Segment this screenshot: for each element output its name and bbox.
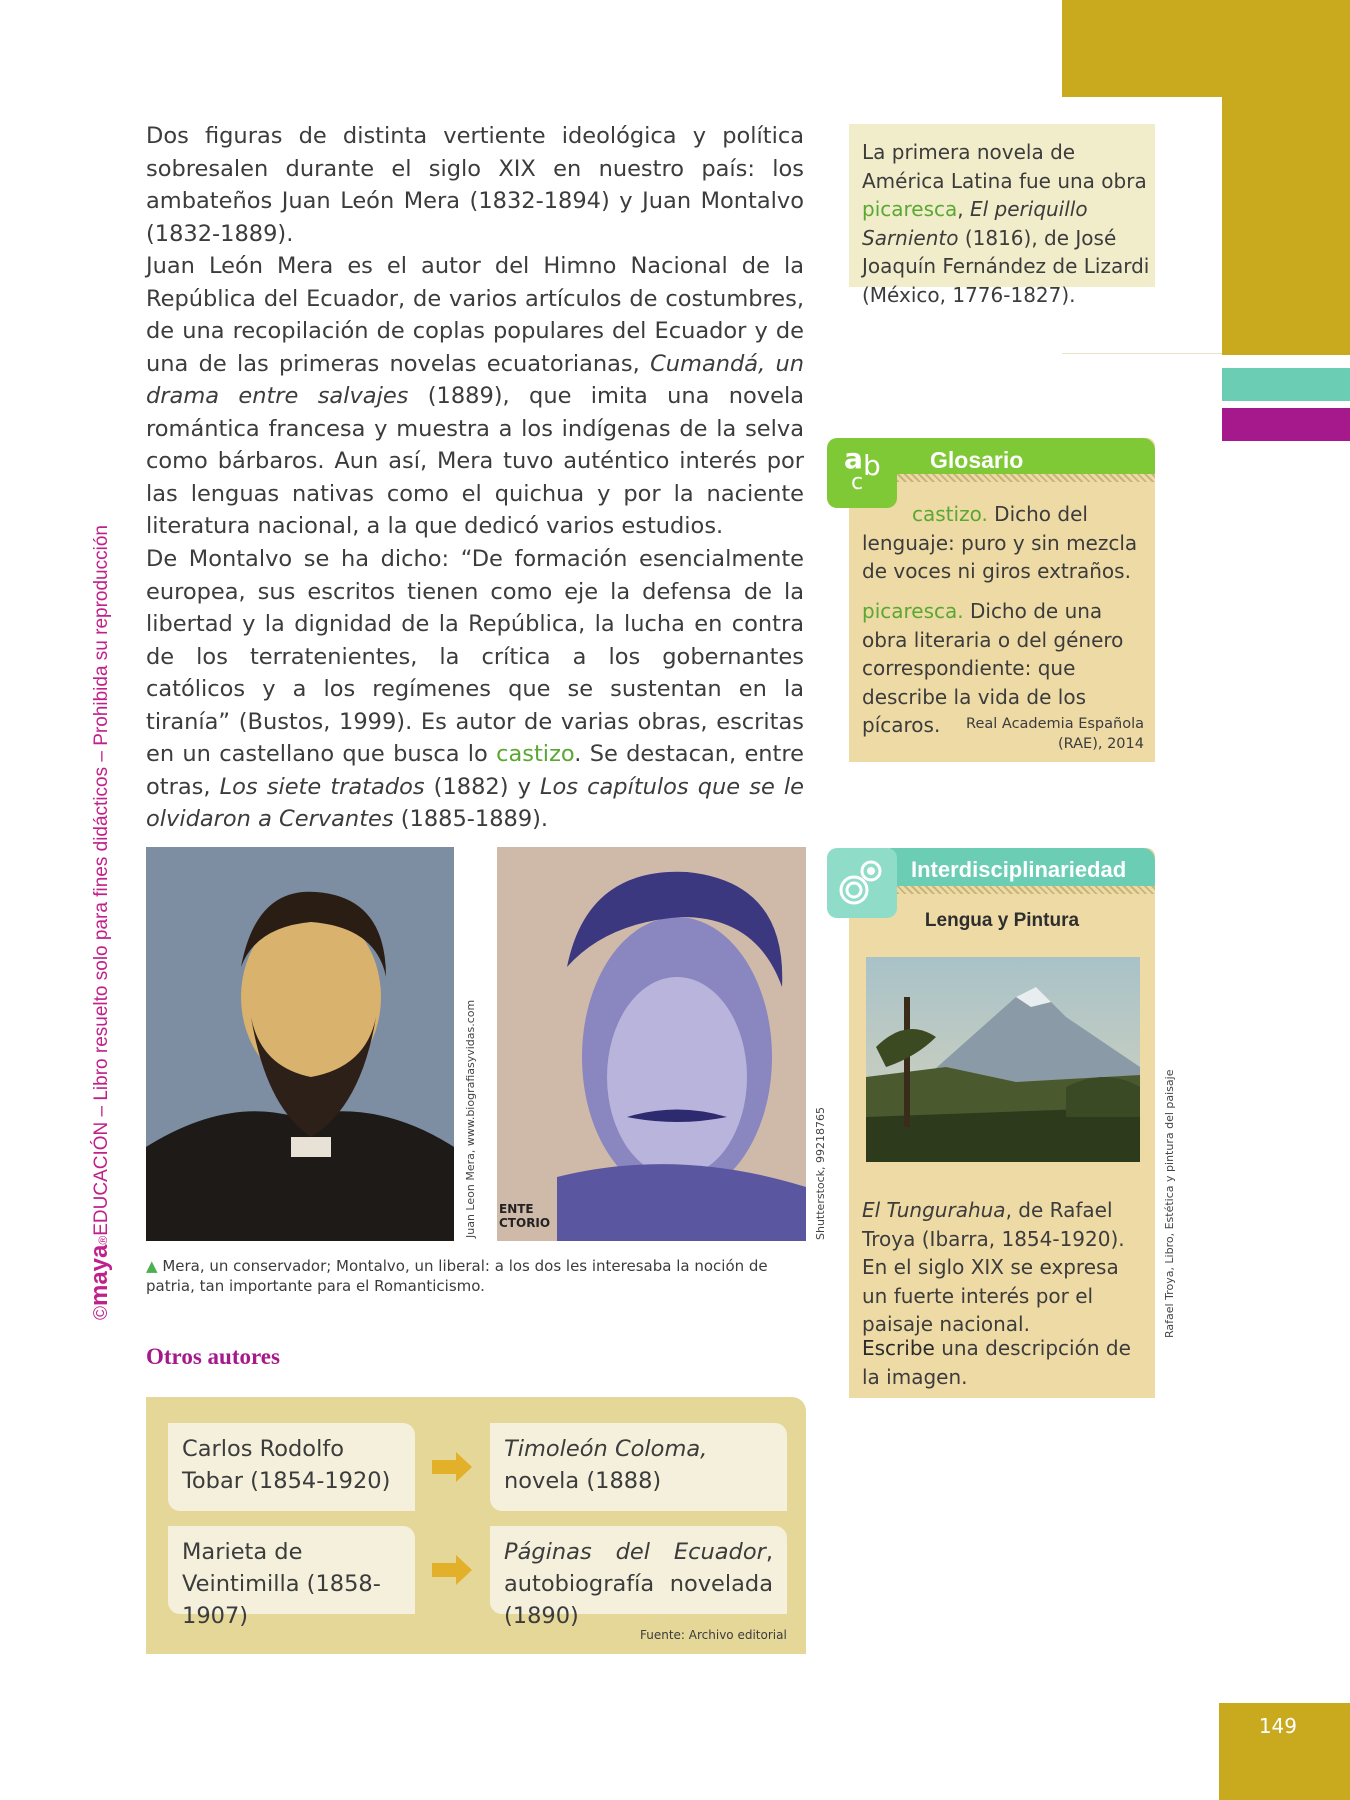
glossary-link-castizo[interactable]: castizo bbox=[496, 741, 575, 767]
glossary-source: Real Academia Española (RAE), 2014 bbox=[966, 716, 1144, 752]
paragraph-intro: Dos figuras de distinta vertiente ideológica y política sobresalen durante el siglo XIX en nuestro país: los ambateños Juan León Mera (1832-1894) y Juan Montalvo (1832-1889). bbox=[146, 123, 804, 247]
interdisciplinary-subtitle: Lengua y Pintura bbox=[924, 910, 1080, 931]
brand-logo: maya bbox=[86, 1244, 113, 1306]
arrow-right-icon bbox=[432, 1555, 472, 1585]
work-card-paginas: Páginas del Ecuador, autobiografía novelada (1890) bbox=[490, 1526, 787, 1614]
other-authors-title: Otros autores bbox=[146, 1344, 280, 1369]
page-number: 149 bbox=[1258, 1714, 1297, 1738]
other-authors-source: Fuente: Archivo editorial bbox=[640, 1628, 787, 1642]
triangle-icon: ▲ bbox=[146, 1257, 158, 1275]
work-card-timoleon: Timoleón Coloma, novela (1888) bbox=[490, 1423, 787, 1511]
side-note-text: La primera novela de América Latina fue una obra picaresca, El periquillo Sarniento (1816), de José Joaquín Fernández de Lizardi (México, 1776-1827). bbox=[862, 140, 1150, 307]
tungurahua-painting bbox=[866, 957, 1140, 1162]
portrait-montalvo-banknote bbox=[497, 847, 806, 1241]
interdisciplinary-title: Interdisciplinariedad bbox=[911, 857, 1127, 882]
photo-credit-montalvo: Shutterstock, 99218765 bbox=[814, 1106, 827, 1240]
banknote-text: ENTE CTORIO bbox=[499, 1202, 551, 1230]
copyright-side-note: ©maya®EDUCACIÓN – Libro resuelto solo para fines didácticos – Prohibida su reproducción bbox=[86, 525, 113, 1320]
author-card-veintimilla: Marieta de Veintimilla (1858-1907) bbox=[168, 1526, 415, 1614]
arrow-right-icon bbox=[432, 1452, 472, 1482]
author-card-tobar: Carlos Rodolfo Tobar (1854-1920) bbox=[168, 1423, 415, 1511]
glossary-title: Glosario bbox=[930, 447, 1024, 473]
glossary-abc-icon: a b c bbox=[827, 438, 897, 508]
portrait-mera bbox=[146, 847, 454, 1241]
painting-credit: Rafael Troya, Libro, Estética y pintura del paisaje bbox=[1163, 1069, 1176, 1338]
paragraph-mera: Juan León Mera es el autor del Himno Nacional de la República del Ecuador, de varios artículos de costumbres, de una recopilación de coplas populares del Ecuador y de una de las primeras novelas ecuatorianas, Cumandá, un drama entre salvajes (1889), que imita una novela romántica francesa y muestra a los indígenas de la selva como bárbaros. Aun así, Mera tuvo auténtico interés por las lenguas nativas como el quichua y por la naciente literatura nacional, a la que dedicó varios estudios. bbox=[146, 253, 804, 539]
painting-task: Escribe una descripción de la imagen. bbox=[862, 1336, 1131, 1389]
interdisciplinary-stripe bbox=[890, 886, 1155, 894]
divider-line bbox=[1062, 353, 1222, 354]
glossary-entry-castizo: castizo. Dicho del lenguaje: puro y sin mezcla de voces ni giros extraños. bbox=[862, 502, 1138, 583]
right-magenta-band bbox=[1222, 408, 1350, 441]
glossary-link-picaresca[interactable]: picaresca bbox=[862, 197, 958, 221]
paragraph-montalvo: De Montalvo se ha dicho: “De formación esencialmente europea, sus escritos tienen como eje la defensa de la libertad y la dignidad de la República, la lucha en contra de los terratenientes, la crítica a los gobernantes católicos y a los regímenes que se sustentan en la tiranía” (Bustos, 1999). Es autor de varias obras, escritas en un castellano que busca lo castizo. Se destacan, entre otras, Los siete tratados (1882) y Los capítulos que se le olvidaron a Cervantes (1885-1889). bbox=[146, 546, 804, 832]
right-gold-band bbox=[1222, 97, 1350, 355]
target-circles-icon bbox=[827, 848, 897, 918]
photo-credit-mera: Juan Leon Mera, www.biografiasyvidas.com bbox=[464, 999, 477, 1238]
right-teal-band bbox=[1222, 368, 1350, 401]
photos-caption: ▲ Mera, un conservador; Montalvo, un liberal: a los dos les interesaba la noción de patria, tan importante para el Romanticismo. bbox=[146, 1257, 768, 1295]
top-right-gold-band bbox=[1062, 0, 1350, 97]
glossary-entry-picaresca: picaresca. Dicho de una obra literaria o del género correspondiente: que describe la vida de los pícaros. bbox=[862, 599, 1124, 737]
glossary-stripe bbox=[883, 474, 1155, 482]
painting-caption: El Tungurahua, de Rafael Troya (Ibarra, 1854-1920). En el siglo XIX se expresa un fuerte interés por el paisaje nacional. bbox=[862, 1198, 1125, 1336]
